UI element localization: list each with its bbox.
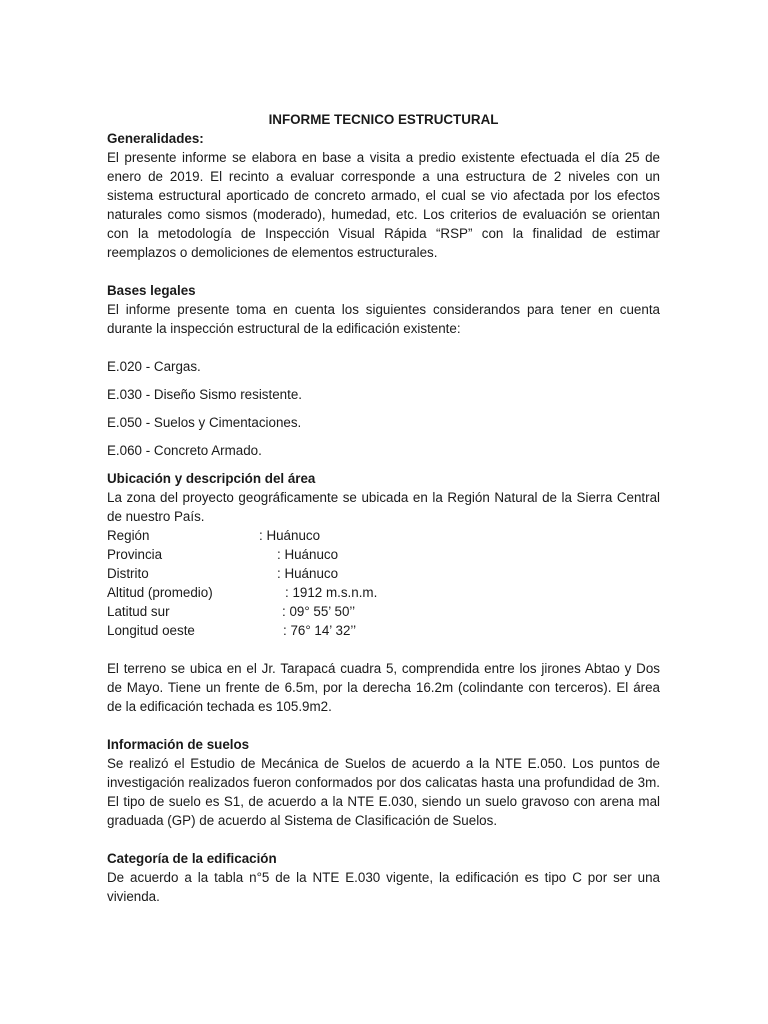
bases-legales-paragraph: El informe presente toma en cuenta los siguientes considerandos para tener en cuenta durante la inspección estructural de la edificación existente: xyxy=(107,302,660,336)
field-row-longitud xyxy=(107,621,660,640)
norm-item-e060: E.060 - Concreto Armado. xyxy=(107,443,262,458)
field-row-region xyxy=(107,526,660,545)
field-row-provincia xyxy=(107,545,660,564)
norm-item-e030: E.030 - Diseño Sismo resistente. xyxy=(107,387,302,402)
field-label: Longitud oeste xyxy=(107,623,195,638)
field-label: Distrito xyxy=(107,566,149,581)
section-heading-ubicacion: Ubicación y descripción del área xyxy=(107,471,316,486)
field-value: : 76° 14’ 32’’ xyxy=(283,623,357,638)
field-value: : 1912 m.s.n.m. xyxy=(285,585,378,600)
ubicacion-paragraph: La zona del proyecto geográficamente se ubicada en la Región Natural de la Sierra Central de nuestro País. xyxy=(107,490,660,524)
norm-item-e020: E.020 - Cargas. xyxy=(107,359,201,374)
generalidades-paragraph: El presente informe se elabora en base a visita a predio existente efectuada el día 25 de enero de 2019. El recinto a evaluar corresponde a una estructura de 2 niveles con un sistema estructural aporticado de concreto armado, el cual se vio afectada por los efectos naturales como sismos (moderado), humedad, etc. Los criterios de evaluación se orientan con la metodología de Inspección Visual Rápida “RSP” con la finalidad de estimar reemplazos o demoliciones de elementos estructurales. xyxy=(107,150,660,260)
field-row-distrito xyxy=(107,564,660,583)
terreno-paragraph: El terreno se ubica en el Jr. Tarapacá cuadra 5, comprendida entre los jirones Abtao y Dos de Mayo. Tiene un frente de 6.5m, por la derecha 16.2m (colindante con terceros). El área de la edificación techada es 105.9m2. xyxy=(107,661,660,714)
norm-item-e050: E.050 - Suelos y Cimentaciones. xyxy=(107,415,302,430)
field-value: : Huánuco xyxy=(259,528,321,543)
field-label: Región xyxy=(107,528,150,543)
section-heading-suelos: Información de suelos xyxy=(107,737,250,752)
document-page xyxy=(107,110,660,906)
categoria-paragraph: De acuerdo a la tabla n°5 de la NTE E.030 vigente, la edificación es tipo C por ser una vivienda. xyxy=(107,870,660,904)
section-heading-generalidades: Generalidades: xyxy=(107,131,204,146)
document-title: INFORME TECNICO ESTRUCTURAL xyxy=(268,112,499,127)
suelos-paragraph: Se realizó el Estudio de Mecánica de Suelos de acuerdo a la NTE E.050. Los puntos de investigación realizados fueron conformados por dos calicatas hasta una profundidad de 3m. El tipo de suelo es S1, de acuerdo a la NTE E.030, siendo un suelo gravoso con arena mal graduada (GP) de acuerdo al Sistema de Clasificación de Suelos. xyxy=(107,756,660,828)
field-row-latitud xyxy=(107,602,660,621)
field-row-altitud xyxy=(107,583,660,602)
field-value: : Huánuco xyxy=(277,547,339,562)
section-heading-categoria: Categoría de la edificación xyxy=(107,851,277,866)
field-label: Latitud sur xyxy=(107,604,170,619)
field-value: : Huánuco xyxy=(277,566,339,581)
section-heading-bases-legales: Bases legales xyxy=(107,283,196,298)
field-label: Provincia xyxy=(107,547,163,562)
field-label: Altitud (promedio) xyxy=(107,585,213,600)
field-value: : 09° 55’ 50’’ xyxy=(282,604,356,619)
